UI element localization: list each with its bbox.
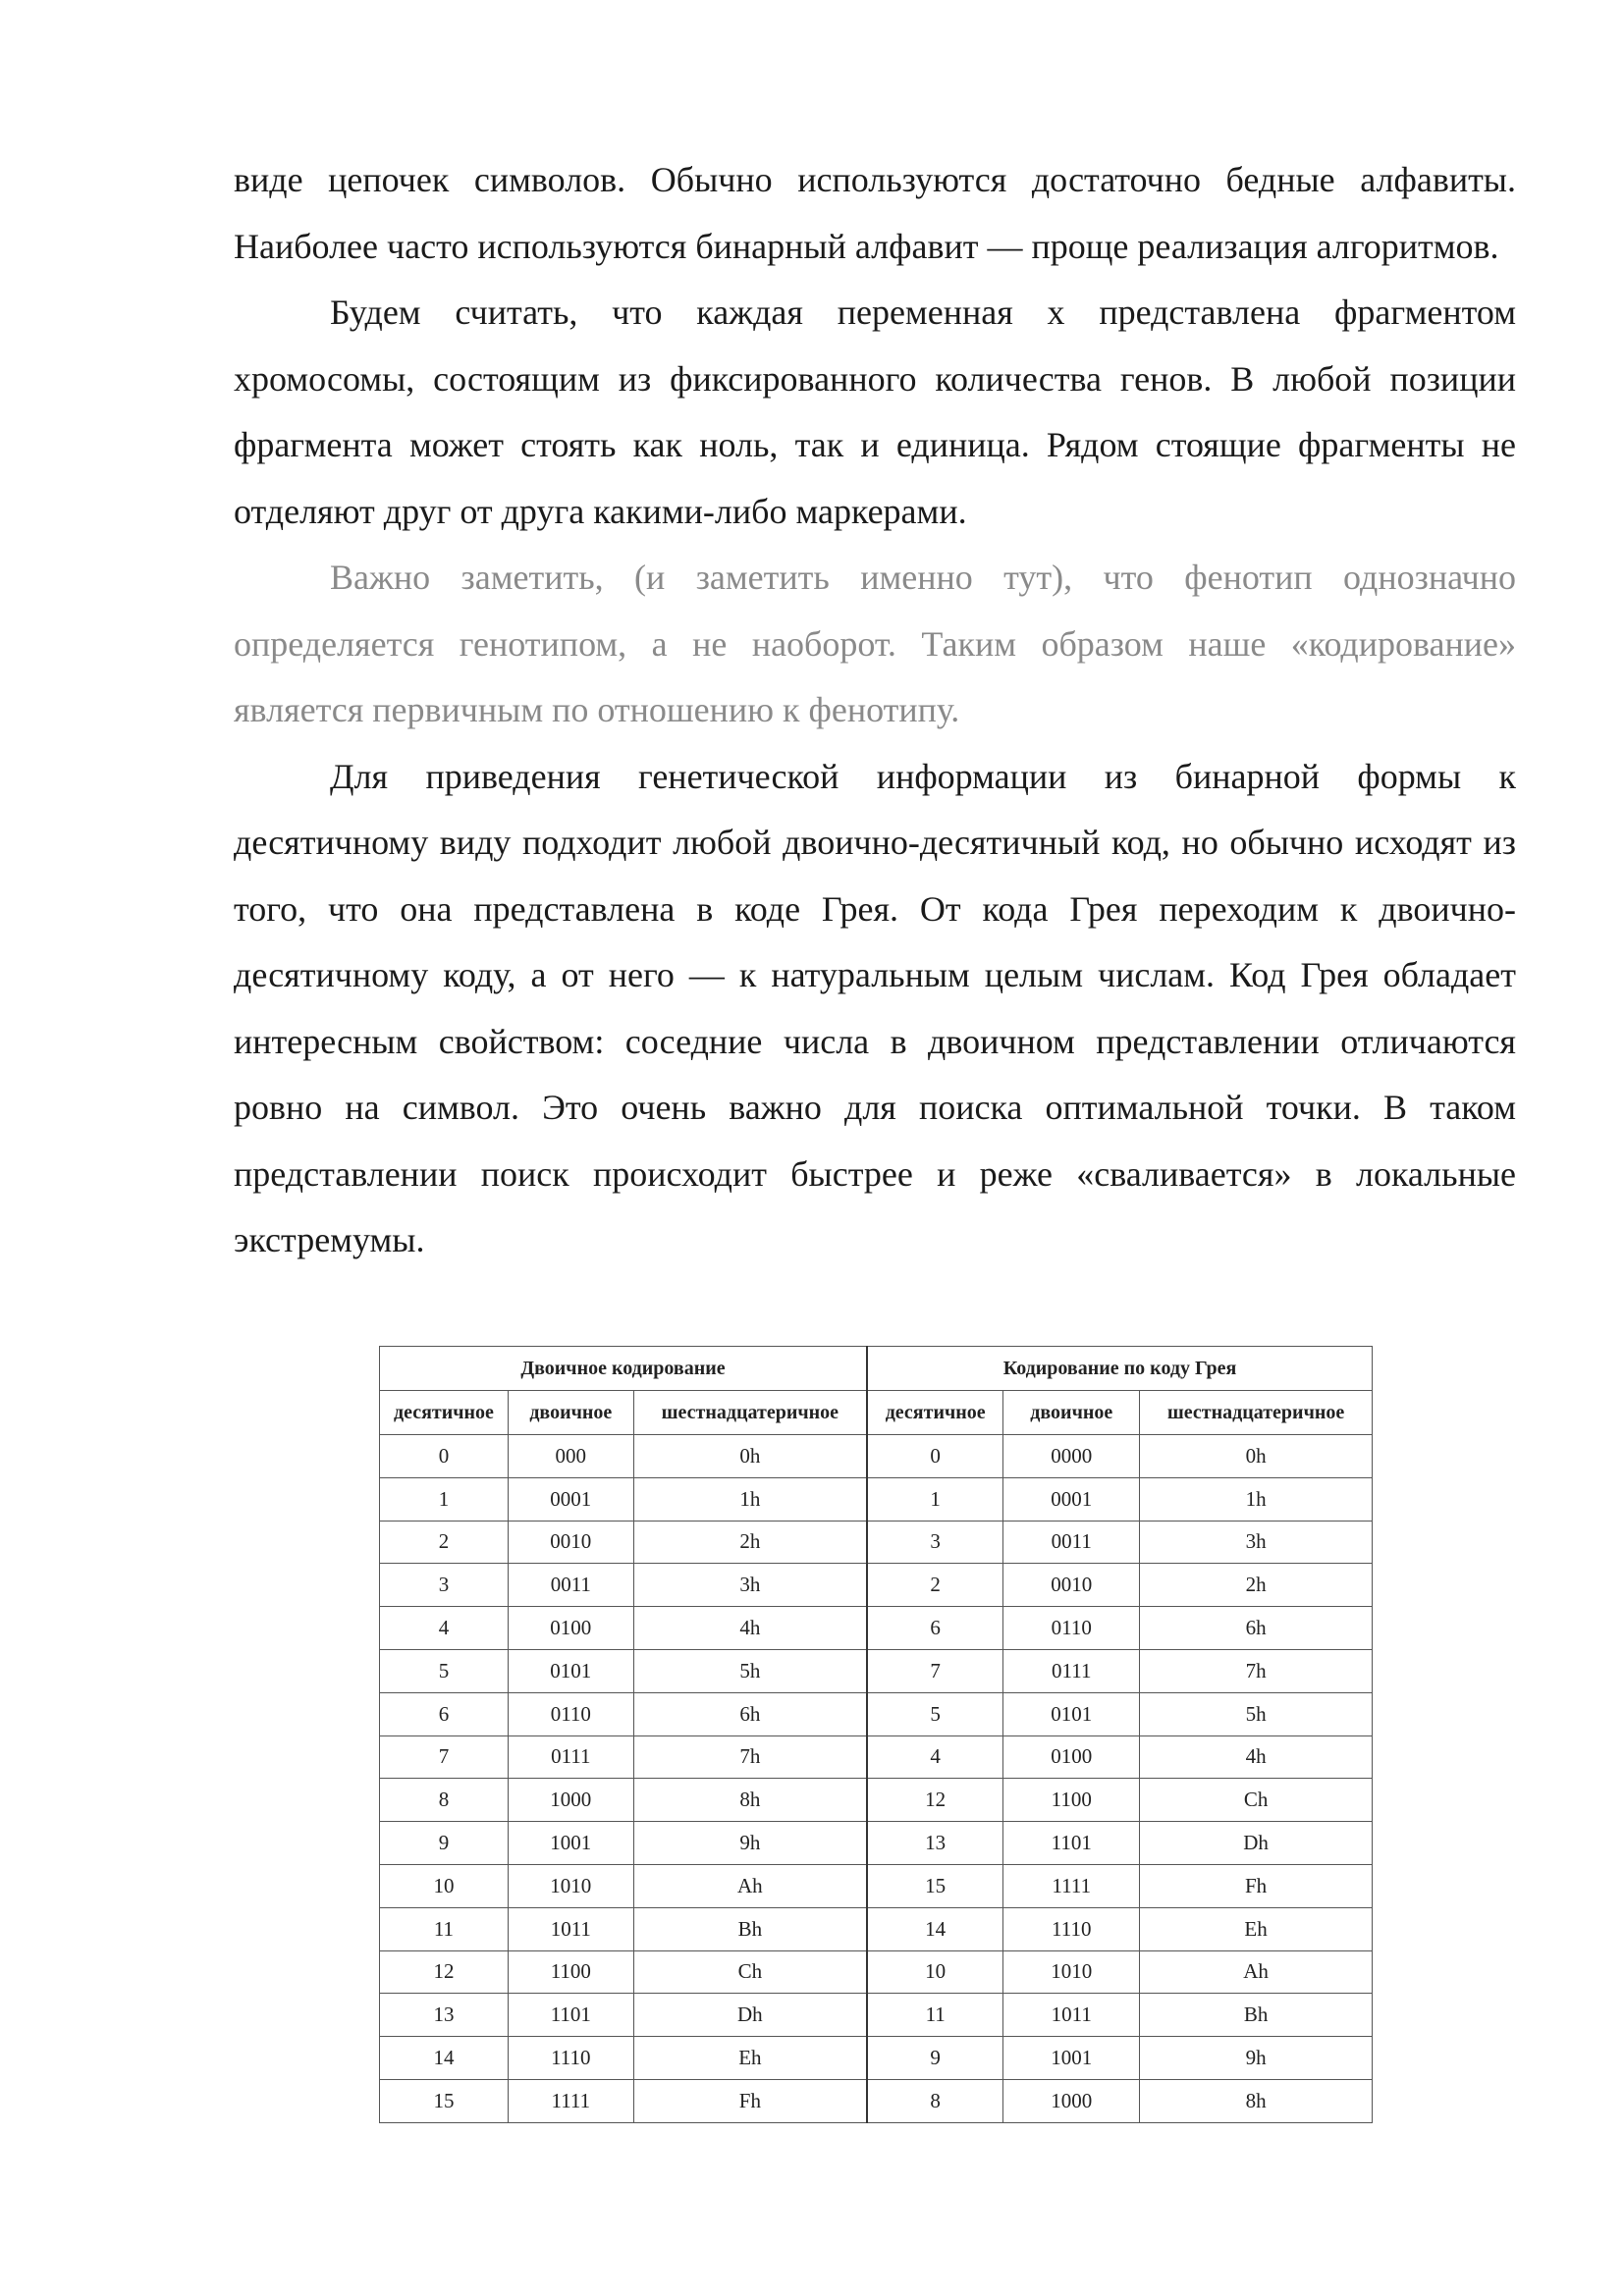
table-cell: 8	[380, 1779, 509, 1822]
table-cell: Ah	[633, 1864, 867, 1907]
column-header: десятичное	[380, 1391, 509, 1435]
table-cell: 4h	[1140, 1735, 1373, 1779]
table-cell: 0101	[508, 1649, 633, 1692]
table-cell: 2	[380, 1521, 509, 1564]
table-cell: 1011	[1003, 1994, 1140, 2037]
table-cell: 1101	[508, 1994, 633, 2037]
table-cell: 0010	[1003, 1564, 1140, 1607]
table-cell: 1100	[508, 1950, 633, 1994]
table-cell: 5h	[633, 1649, 867, 1692]
table-cell: 1	[380, 1477, 509, 1521]
table-cell: 000	[508, 1435, 633, 1478]
table-cell: 11	[380, 1907, 509, 1950]
table-cell: Eh	[1140, 1907, 1373, 1950]
table-row	[380, 1950, 1373, 1994]
paragraph-alphabets: виде цепочек символов. Обычно используются достаточно бедные алфавиты. Наиболее часто используются бинарный алфавит — проще реализация алгоритмов.	[234, 160, 1516, 266]
table-cell: 0111	[1003, 1649, 1140, 1692]
paragraph-phenotype-note: Важно заметить, (и заметить именно тут), что фенотип однозначно определяется генотипом, а не наоборот. Таким образом наше «кодирование» является первичным по отношению к фенотипу.	[234, 558, 1516, 729]
table-cell: Fh	[1140, 1864, 1373, 1907]
table-column-header-row	[380, 1391, 1373, 1435]
table-cell: 9	[380, 1822, 509, 1865]
table-cell: 11	[867, 1994, 1003, 2037]
table-cell: 9h	[633, 1822, 867, 1865]
table-cell: 0001	[508, 1477, 633, 1521]
table-cell: 1	[867, 1477, 1003, 1521]
table-row	[380, 1864, 1373, 1907]
table-cell: 13	[867, 1822, 1003, 1865]
table-cell: 1100	[1003, 1779, 1140, 1822]
table-cell: 14	[867, 1907, 1003, 1950]
table-row	[380, 1477, 1373, 1521]
table-cell: 4	[867, 1735, 1003, 1779]
table-cell: Bh	[633, 1907, 867, 1950]
table-cell: 7	[380, 1735, 509, 1779]
table-cell: 1000	[508, 1779, 633, 1822]
table-body	[380, 1435, 1373, 2123]
binary-gray-code-table	[379, 1346, 1373, 2123]
table-cell: 4	[380, 1607, 509, 1650]
table-cell: 5	[380, 1649, 509, 1692]
table-cell: 0110	[1003, 1607, 1140, 1650]
column-header: двоичное	[1003, 1391, 1140, 1435]
table-row	[380, 1735, 1373, 1779]
table-cell: 2h	[633, 1521, 867, 1564]
table-cell: 1111	[508, 2079, 633, 2122]
column-header: двоичное	[508, 1391, 633, 1435]
table-cell: 9	[867, 2037, 1003, 2080]
table-cell: 0110	[508, 1692, 633, 1735]
table-group-header-row	[380, 1347, 1373, 1391]
table-cell: 7h	[633, 1735, 867, 1779]
table-cell: 0	[380, 1435, 509, 1478]
table-cell: 6	[867, 1607, 1003, 1650]
table-cell: 1001	[508, 1822, 633, 1865]
table-cell: 7h	[1140, 1649, 1373, 1692]
table-cell: 1101	[1003, 1822, 1140, 1865]
table-row	[380, 1649, 1373, 1692]
table-cell: Ch	[1140, 1779, 1373, 1822]
table-cell: 4h	[633, 1607, 867, 1650]
paragraph-gray-code: Для приведения генетической информации из бинарной формы к десятичному виду подходит любой двоично-десятичный код, но обычно исходят из того, что она представлена в коде Грея. От кода Грея переходим к двоично-десятичному коду, а от него — к натуральным целым числам. Код Грея обладает интересным свойством: соседние числа в двоичном представлении отличаются ровно на символ. Это очень важно для поиска оптимальной точки. В таком представлении поиск происходит быстрее и реже «сваливается» в локальные экстремумы.	[234, 756, 1516, 1259]
table-cell: 7	[867, 1649, 1003, 1692]
table-cell: Dh	[633, 1994, 867, 2037]
table-cell: 0000	[1003, 1435, 1140, 1478]
column-header: шестнадцатеричное	[1140, 1391, 1373, 1435]
table-cell: 1000	[1003, 2079, 1140, 2122]
table-cell: 6	[380, 1692, 509, 1735]
table-cell: 3	[380, 1564, 509, 1607]
body-text	[234, 147, 1516, 1274]
table-cell: 2h	[1140, 1564, 1373, 1607]
table-cell: 0101	[1003, 1692, 1140, 1735]
table-row	[380, 1607, 1373, 1650]
table-cell: 3h	[633, 1564, 867, 1607]
table-cell: 0h	[633, 1435, 867, 1478]
table-cell: 1110	[508, 2037, 633, 2080]
table-cell: Eh	[633, 2037, 867, 2080]
table-cell: 13	[380, 1994, 509, 2037]
table-cell: 1110	[1003, 1907, 1140, 1950]
table-row	[380, 1521, 1373, 1564]
table-cell: 6h	[633, 1692, 867, 1735]
table-cell: 1010	[1003, 1950, 1140, 1994]
table-cell: 1h	[1140, 1477, 1373, 1521]
table-cell: 1010	[508, 1864, 633, 1907]
table-cell: 10	[867, 1950, 1003, 1994]
table-row	[380, 2037, 1373, 2080]
table-cell: 0010	[508, 1521, 633, 1564]
table-cell: 3	[867, 1521, 1003, 1564]
table-cell: 0011	[508, 1564, 633, 1607]
table-row	[380, 1692, 1373, 1735]
table-cell: 0111	[508, 1735, 633, 1779]
table-cell: 1111	[1003, 1864, 1140, 1907]
table-row	[380, 1779, 1373, 1822]
group-header-binary: Двоичное кодирование	[380, 1347, 868, 1391]
table-cell: 0100	[508, 1607, 633, 1650]
table-cell: 1h	[633, 1477, 867, 1521]
table-cell: 15	[380, 2079, 509, 2122]
table-cell: 0001	[1003, 1477, 1140, 1521]
table-row	[380, 2079, 1373, 2122]
table-cell: Dh	[1140, 1822, 1373, 1865]
table-cell: 0100	[1003, 1735, 1140, 1779]
table-cell: 5	[867, 1692, 1003, 1735]
table-cell: 12	[867, 1779, 1003, 1822]
table-cell: 8h	[633, 1779, 867, 1822]
table-cell: 3h	[1140, 1521, 1373, 1564]
table-cell: 6h	[1140, 1607, 1373, 1650]
table-cell: Bh	[1140, 1994, 1373, 2037]
table-cell: 0h	[1140, 1435, 1373, 1478]
table-row	[380, 1435, 1373, 1478]
table-row	[380, 1822, 1373, 1865]
table-cell: 9h	[1140, 2037, 1373, 2080]
table-cell: 2	[867, 1564, 1003, 1607]
table-cell: Fh	[633, 2079, 867, 2122]
table-cell: 15	[867, 1864, 1003, 1907]
table-cell: 12	[380, 1950, 509, 1994]
table-cell: Ch	[633, 1950, 867, 1994]
table-cell: 0	[867, 1435, 1003, 1478]
table-row	[380, 1907, 1373, 1950]
table-cell: 8h	[1140, 2079, 1373, 2122]
table-cell: Ah	[1140, 1950, 1373, 1994]
column-header: десятичное	[867, 1391, 1003, 1435]
table-row	[380, 1564, 1373, 1607]
group-header-gray: Кодирование по коду Грея	[867, 1347, 1373, 1391]
table-row	[380, 1994, 1373, 2037]
table-cell: 5h	[1140, 1692, 1373, 1735]
table-cell: 1011	[508, 1907, 633, 1950]
table-cell: 10	[380, 1864, 509, 1907]
table-cell: 8	[867, 2079, 1003, 2122]
table-cell: 14	[380, 2037, 509, 2080]
table-cell: 0011	[1003, 1521, 1140, 1564]
column-header: шестнадцатеричное	[633, 1391, 867, 1435]
paragraph-chromosome-fragments: Будем считать, что каждая переменная x представлена фрагментом хромосомы, состоящим из фиксированного количества генов. В любой позиции фрагмента может стоять как ноль, так и единица. Рядом стоящие фрагменты не отделяют друг от друга какими-либо маркерами.	[234, 293, 1516, 531]
table-cell: 1001	[1003, 2037, 1140, 2080]
